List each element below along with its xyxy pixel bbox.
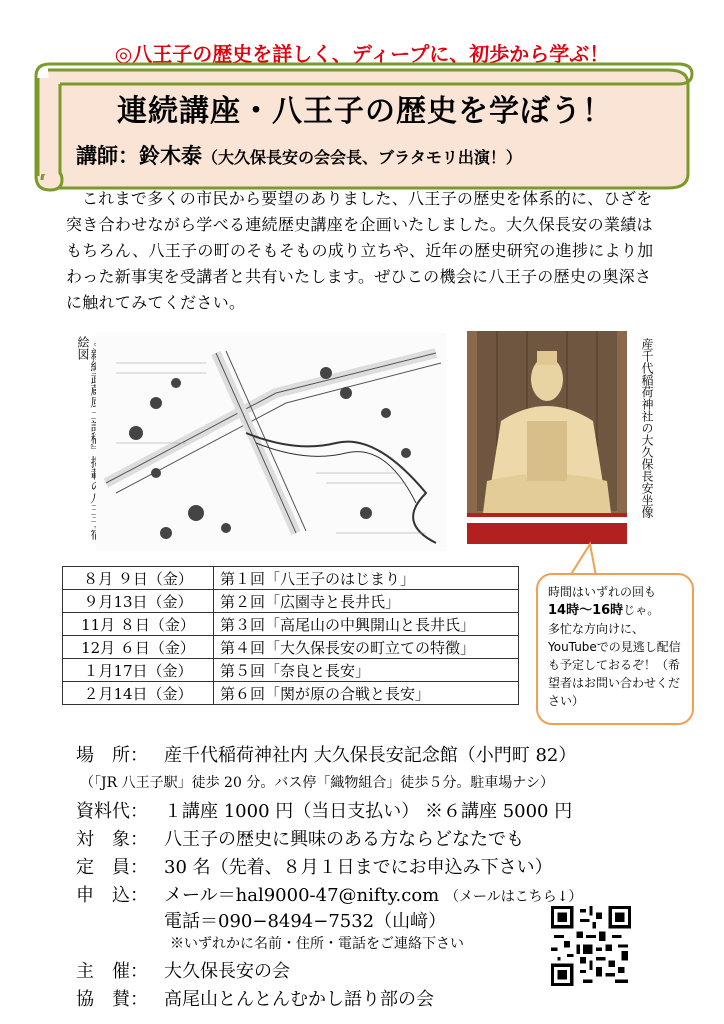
schedule-table [62, 566, 519, 705]
info-support [76, 985, 434, 1011]
email-note: （メールはこちら↓） [444, 889, 583, 905]
contact-note: ※いずれかに名前・住所・電話をご連絡下さい [170, 936, 464, 952]
session-date: ９月13日（金） [63, 590, 214, 613]
host-label: 主 催： [76, 961, 148, 982]
session-date: １月17日（金） [63, 659, 214, 682]
session-date: 12月 ６日（金） [63, 636, 214, 659]
info-target [76, 825, 524, 851]
capacity-value: 30 名（先着、８月１日までにお申込み下さい） [164, 857, 553, 878]
bubble-line2: じゃ。 [623, 603, 660, 617]
table-row [63, 636, 519, 659]
session-date: 11月 ８日（金） [63, 613, 214, 636]
phone: 電話＝090−8494−7532（山﨑） [164, 911, 447, 932]
table-row [63, 590, 519, 613]
intro-paragraph: これまで多くの市民から要望のありました、八王子の歴史を体系的に、ひざを突き合わせながら学べる連続歴史講座を企画いたしました。大久保長安の業績はもちろん、八王子の町のそもそもの成り立ちや、近年の歴史研究の進捗により加わった新事実を受講者と共有いたします。ぜひこの機会に八王子の歴史の奥深さに触れてみてください。 [66, 189, 654, 312]
bubble-line1: 時間はいずれの回も [548, 585, 657, 599]
session-title: 第６回「関が原の合戦と長安」 [214, 682, 519, 705]
fee-value: １講座 1000 円（当日支払い） ※６講座 5000 円 [164, 801, 573, 822]
session-title: 第２回「広園寺と長井氏」 [214, 590, 519, 613]
table-row [63, 613, 519, 636]
time-note-bubble [536, 573, 694, 725]
info-apply [76, 881, 582, 907]
statue-caption: 産千代稲荷神社の大久保長安坐像 [640, 338, 654, 518]
page-title: 連続講座・八王子の歴史を学ぼう！ [117, 94, 613, 129]
session-title: 第５回「奈良と長安」 [214, 659, 519, 682]
map-caption: 絵図 [76, 336, 90, 360]
bubble-line3: 多忙な方向けに、YouTubeでの見逃し配信も予定しておるぞ！（希望者はお問い合わせください） [548, 622, 681, 708]
info-host [76, 957, 290, 983]
info-place [76, 741, 576, 767]
place-value: 産千代稲荷神社内 大久保長安記念館（小門町 82） [164, 745, 577, 766]
apply-label: 申 込： [76, 885, 148, 906]
session-date: ２月14日（金） [63, 682, 214, 705]
info-capacity [76, 853, 553, 879]
tagline: ◎八王子の歴史を詳しく、ディープに、初歩から学ぶ！ [114, 42, 610, 66]
host-value: 大久保長安の会 [164, 961, 290, 982]
table-row [63, 682, 519, 705]
session-date: ８月 ９日（金） [63, 567, 214, 590]
target-label: 対 象： [76, 829, 148, 850]
info-fee [76, 797, 572, 823]
bubble-tail-mask [558, 575, 588, 581]
lecturer [76, 140, 522, 170]
target-value: 八王子の歴史に興味のある方ならどなたでも [164, 829, 524, 850]
session-title: 第３回「高尾山の中興開山と長井氏」 [214, 613, 519, 636]
statue-photo [467, 331, 627, 544]
lecturer-label: 講師：鈴木泰 [76, 143, 202, 168]
email-link[interactable]: メール＝hal9000-47@nifty.com [164, 885, 440, 906]
place-label: 場 所： [76, 745, 148, 766]
lecturer-note: （大久保長安の会会長、ブラタモリ出演！） [202, 148, 522, 167]
table-row [63, 567, 519, 590]
access-note: （「JR 八王子駅」徒歩 20 分。バス停「織物組合」徒歩５分。駐車場ナシ） [80, 775, 555, 791]
session-title: 第１回「八王子のはじまり」 [214, 567, 519, 590]
support-label: 協 賛： [76, 989, 148, 1010]
table-row [63, 659, 519, 682]
bubble-time: 14時〜16時 [548, 603, 624, 618]
capacity-label: 定 員： [76, 857, 148, 878]
town-map-illustration [96, 333, 446, 551]
session-title: 第４回「大久保長安の町立ての特徴」 [214, 636, 519, 659]
qr-code[interactable] [551, 906, 631, 986]
support-value: 高尾山とんとんむかし語り部の会 [164, 989, 434, 1010]
fee-label: 資料代： [76, 801, 148, 822]
